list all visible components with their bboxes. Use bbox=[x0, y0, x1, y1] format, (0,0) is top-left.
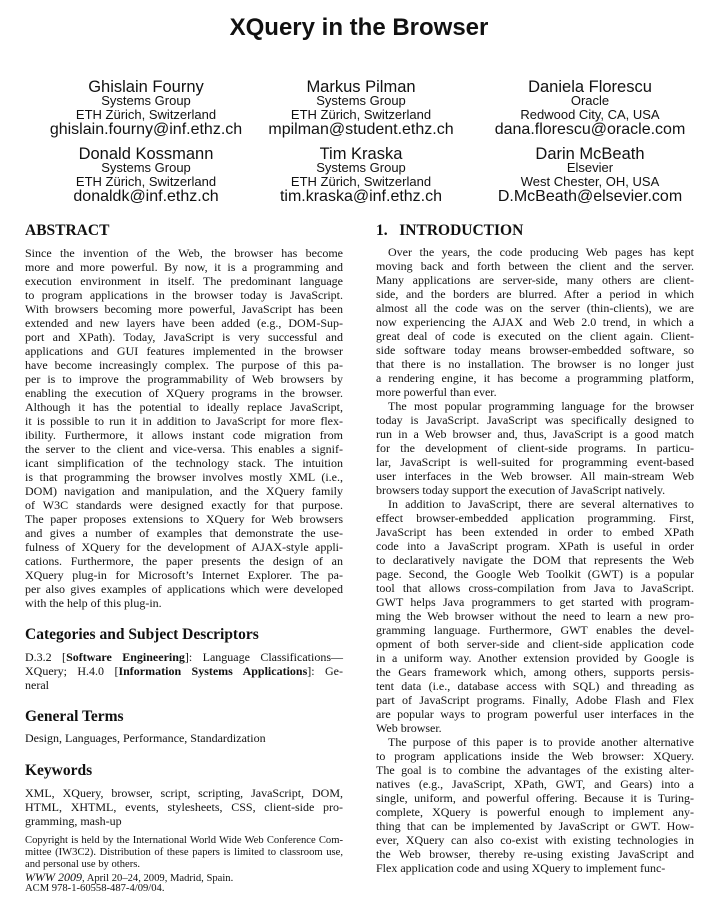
author-name: Ghislain Fourny bbox=[88, 78, 204, 96]
text-line: today is JavaScript. JavaScript was specifically designed to bbox=[376, 413, 694, 427]
text-line: The purpose of this paper is to provide another alternative bbox=[388, 735, 694, 749]
text-line: DOM) navigation and manipulation, and the XQuery family bbox=[25, 484, 343, 498]
text-line: to program applications inside the Web browser: XQuery. bbox=[376, 749, 694, 763]
copyright-line: mittee (IW3C2). Distribution of these papers is limited to classroom use, bbox=[25, 847, 343, 858]
text-line: XQuery plug-in for Microsoft’s Internet Explorer. The pa- bbox=[25, 568, 343, 582]
conference-details: , April 20–24, 2009, Madrid, Spain. bbox=[82, 873, 234, 884]
author bbox=[475, 145, 705, 205]
text-line: and gives a number of examples that demonstrate the use- bbox=[25, 526, 343, 540]
text-line: opment of both server-side and client-side application code bbox=[376, 637, 694, 651]
text-line: with the help of this plug-in. bbox=[25, 596, 162, 610]
text-line: more powerful than ever. bbox=[376, 385, 497, 399]
text-line: The most popular programming language for the browser bbox=[388, 399, 694, 413]
author-location: West Chester, OH, USA bbox=[520, 174, 660, 189]
text-line: fulness of XQuery for the development of AJAX-style appli- bbox=[25, 540, 343, 554]
text-line: gramming language. Furthermore, GWT enables the devel- bbox=[376, 623, 694, 637]
text-line: execution environment in itself. The predominant language bbox=[25, 274, 343, 288]
category-detail: ]: Language Classifications— bbox=[184, 650, 343, 664]
category-name: Information Systems Applications bbox=[118, 664, 308, 678]
conference-info bbox=[25, 871, 343, 895]
author-email: ghislain.fourny@inf.ethz.ch bbox=[49, 121, 243, 138]
copyright-notice bbox=[25, 835, 343, 871]
conference-name: WWW 2009 bbox=[25, 870, 82, 884]
categories-body bbox=[25, 650, 343, 692]
author-email: dana.florescu@oracle.com bbox=[494, 121, 686, 138]
text-line: browsers today support the execution of JavaScript natively. bbox=[376, 483, 666, 497]
text-line: Many applications are server-side, many others are client- bbox=[376, 273, 694, 287]
general-terms-body bbox=[25, 731, 343, 745]
author-location: Redwood City, CA, USA bbox=[520, 107, 660, 122]
author-affiliation: Systems Group bbox=[316, 93, 406, 108]
text-line: In addition to JavaScript, there are several alternatives to bbox=[388, 497, 694, 511]
text-line: Web browser. bbox=[376, 721, 442, 735]
text-line: page. Second, the Google Web Toolkit (GWT) is a popular bbox=[376, 567, 694, 581]
text-line: With browsers becoming more powerful, JavaScript has been bbox=[25, 302, 343, 316]
category-detail: neral bbox=[25, 678, 49, 692]
author-name: Donald Kossmann bbox=[78, 145, 214, 163]
author bbox=[246, 78, 476, 138]
general-terms-text: Design, Languages, Performance, Standardization bbox=[25, 731, 266, 745]
author bbox=[31, 145, 261, 205]
text-line: ibility. Furthermore, it allows instant code migration from bbox=[25, 428, 343, 442]
author-name: Daniela Florescu bbox=[528, 78, 652, 96]
author-affiliation: Oracle bbox=[570, 93, 610, 108]
text-line: natives (e.g., JavaScript, XPath, GWT, and Gears) into a bbox=[376, 777, 694, 791]
author-email: donaldk@inf.ethz.ch bbox=[73, 188, 219, 205]
text-line: more and more powerful. By now, it is a programming and bbox=[25, 260, 343, 274]
author-name: Darin McBeath bbox=[535, 145, 645, 163]
categories-heading: Categories and Subject Descriptors bbox=[25, 626, 259, 643]
acm-isbn: ACM 978-1-60558-487-4/09/04. bbox=[25, 883, 165, 894]
text-line: lar, JavaScript is well-suited for programming event-based bbox=[376, 455, 694, 469]
author-affiliation: Systems Group bbox=[101, 93, 191, 108]
text-line: Over the years, the code producing Web pages has kept bbox=[388, 245, 694, 259]
text-line: that there is no installation. The browser is no longer just bbox=[376, 357, 694, 371]
text-line: the Web browser, thereby re-using existing JavaScript and bbox=[376, 847, 694, 861]
abstract-body bbox=[25, 246, 343, 610]
text-line: it is possible to run it in addition to JavaScript for more flex- bbox=[25, 414, 343, 428]
category-name: Software Engineering bbox=[66, 650, 185, 664]
author-email: mpilman@student.ethz.ch bbox=[268, 121, 454, 138]
author-email: D.McBeath@elsevier.com bbox=[497, 188, 683, 205]
copyright-line: and personal use by others. bbox=[25, 859, 141, 870]
category-code: D.3.2 [ bbox=[25, 650, 67, 664]
keywords-heading: Keywords bbox=[25, 762, 93, 779]
text-line: ever, XQuery can also co-exist with existing technologies in bbox=[376, 833, 694, 847]
author bbox=[475, 78, 705, 138]
text-line: great deal of code is executed on the client again. Client- bbox=[376, 329, 694, 343]
author-location: ETH Zürich, Switzerland bbox=[75, 174, 217, 189]
text-line: tool that allows cross-compilation from Java to JavaScript. bbox=[376, 581, 694, 595]
text-line: The goal is to combine the advantages of the existing alter- bbox=[376, 763, 694, 777]
text-line: the server to the client and vice-versa. This enables a signif- bbox=[25, 442, 343, 456]
abstract-heading: ABSTRACT bbox=[25, 222, 110, 239]
copyright-line: Copyright is held by the International World Wide Web Conference Com- bbox=[25, 835, 343, 846]
keywords-body bbox=[25, 786, 343, 828]
text-line: Since the invention of the Web, the browser has become bbox=[25, 246, 343, 260]
text-line: side software today means browser-embedded software, so bbox=[376, 343, 694, 357]
author bbox=[31, 78, 261, 138]
text-line: to program applications in the browser today is JavaScript. bbox=[25, 288, 343, 302]
text-line: of W3C standards were designed exactly for that purpose. bbox=[25, 498, 343, 512]
text-line: GWT helps Java programmers to get started with program- bbox=[376, 595, 694, 609]
keyword-line: XML, XQuery, browser, script, scripting, JavaScript, DOM, bbox=[25, 786, 343, 800]
text-line: are popular ways to program powerful user interfaces in the bbox=[376, 707, 694, 721]
introduction-body bbox=[376, 245, 694, 875]
text-line: part of JavaScript programs. Finally, Adobe Flash and Flex bbox=[376, 693, 694, 707]
category-detail: ]: Ge- bbox=[307, 664, 343, 678]
text-line: thing that can be implemented by JavaScript or GWT. How- bbox=[376, 819, 694, 833]
text-line: icant simplification of the technology stack. The intuition bbox=[25, 456, 343, 470]
text-line: the Gears framework which, among others, supports persis- bbox=[376, 665, 694, 679]
text-line: tent data (i.e., database access with SQL) and threading as bbox=[376, 679, 694, 693]
text-line: moving back and forth between the client and the server. bbox=[376, 259, 694, 273]
text-line: Flex application code and using XQuery to implement func- bbox=[376, 861, 666, 875]
text-line: per also gives examples of applications which were developed bbox=[25, 582, 343, 596]
text-line: The paper proposes extensions to XQuery for Web browsers bbox=[25, 512, 343, 526]
text-line: extended and new layers have been added (e.g., DOM-Sup- bbox=[25, 316, 343, 330]
text-line: run in a Web browser and, thus, JavaScript is a good match bbox=[376, 427, 694, 441]
text-line: port and XPath). Today, JavaScript is very successful and bbox=[25, 330, 343, 344]
author-name: Tim Kraska bbox=[319, 145, 403, 163]
text-line: ming the Web browser without the need to learn a new pro- bbox=[376, 609, 694, 623]
general-terms-heading: General Terms bbox=[25, 708, 124, 725]
introduction-heading: 1. INTRODUCTION bbox=[376, 222, 524, 239]
author bbox=[246, 145, 476, 205]
author-location: ETH Zürich, Switzerland bbox=[290, 174, 432, 189]
text-line: applications and GUI features implemented in the browser bbox=[25, 344, 343, 358]
keyword-line: gramming, mash-up bbox=[25, 814, 122, 828]
text-line: have become increasingly complex. The purpose of this pa- bbox=[25, 358, 343, 372]
text-line: JavaScript has been extended in order to embed XPath bbox=[376, 525, 694, 539]
author-email: tim.kraska@inf.ethz.ch bbox=[279, 188, 443, 205]
text-line: enabling the execution of XQuery programs in the browser. bbox=[25, 386, 343, 400]
text-line: for the development of client-side programs. In particu- bbox=[376, 441, 694, 455]
text-line: effect browser-embedded application programming. First, bbox=[376, 511, 694, 525]
category-code: XQuery; H.4.0 [ bbox=[25, 664, 119, 678]
author-affiliation: Systems Group bbox=[101, 160, 191, 175]
author-affiliation: Elsevier bbox=[566, 160, 614, 175]
text-line: user interfaces in the Web browser. All main-stream Web bbox=[376, 469, 694, 483]
text-line: in a uniform way. Another extension provided by Google is bbox=[376, 651, 694, 665]
text-line: almost all the code was on the server (thin-clients), we are bbox=[376, 301, 694, 315]
author-location: ETH Zürich, Switzerland bbox=[290, 107, 432, 122]
author-affiliation: Systems Group bbox=[316, 160, 406, 175]
author-location: ETH Zürich, Switzerland bbox=[75, 107, 217, 122]
paper-title: XQuery in the Browser bbox=[229, 14, 489, 41]
text-line: per is to improve the programmability of Web browsers by bbox=[25, 372, 343, 386]
text-line: side, and the borders are blurred. After a period in which bbox=[376, 287, 694, 301]
keyword-line: HTML, XHTML, events, stylesheets, CSS, client-side pro- bbox=[25, 800, 343, 814]
text-line: is that programming the browser involves mostly XML (i.e., bbox=[25, 470, 343, 484]
text-line: cations. Furthermore, the paper presents the design of an bbox=[25, 554, 343, 568]
text-line: code into a JavaScript program. XPath is useful in order bbox=[376, 539, 694, 553]
text-line: now experiencing the AJAX and Web 2.0 trend, in which a bbox=[376, 315, 694, 329]
text-line: a rendering engine, it has become a programming platform, bbox=[376, 371, 694, 385]
author-name: Markus Pilman bbox=[306, 78, 416, 96]
text-line: Although it has the potential to ideally replace JavaScript, bbox=[25, 400, 343, 414]
text-line: to declaratively navigate the DOM that represents the Web bbox=[376, 553, 694, 567]
text-line: single, uniform, and powerful offering. Because it is Turing- bbox=[376, 791, 694, 805]
text-line: complete, XQuery is powerful enough to implement any- bbox=[376, 805, 694, 819]
